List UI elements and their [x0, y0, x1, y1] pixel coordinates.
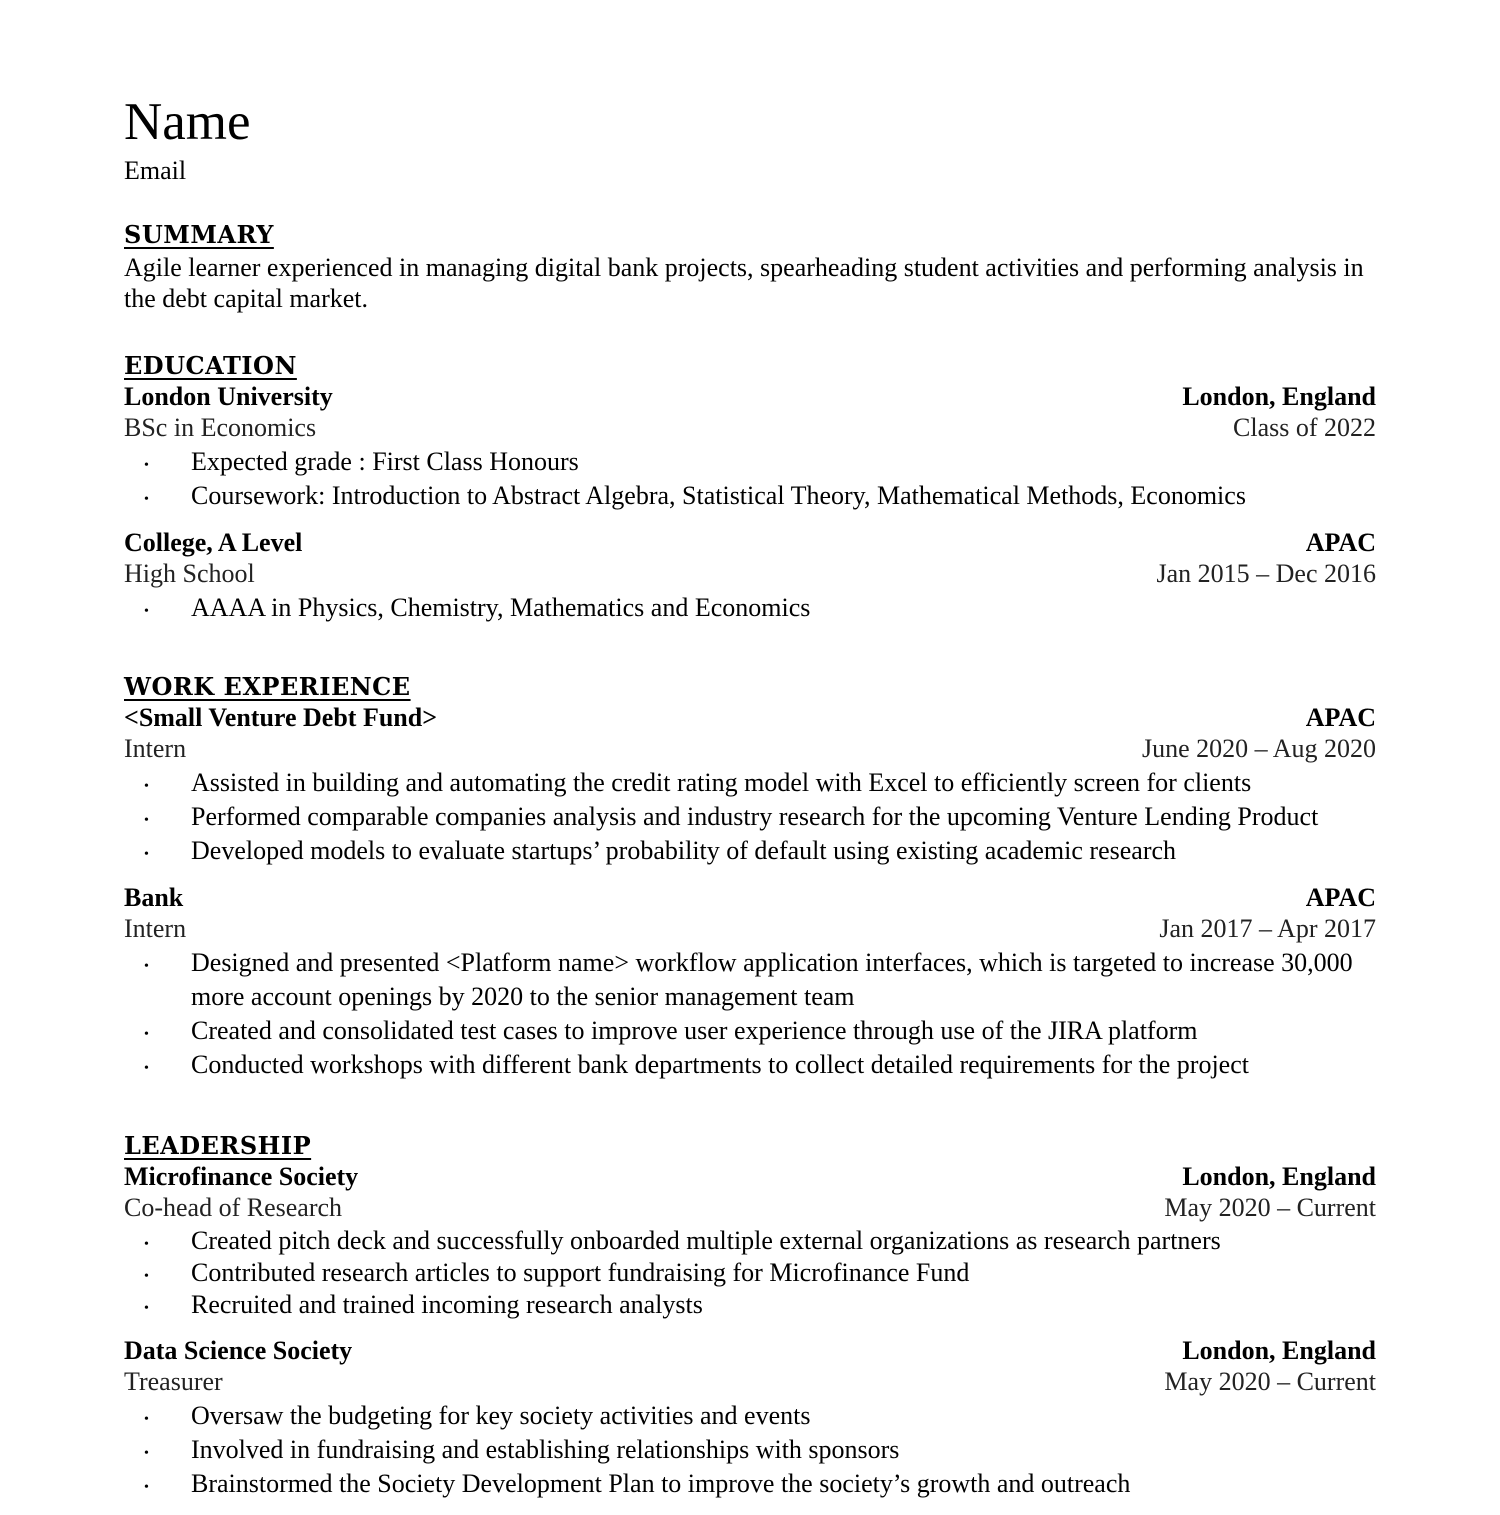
- summary-section: [124, 220, 1376, 314]
- entry-subheader: [124, 733, 1376, 764]
- entry-header: [124, 882, 1376, 913]
- bullet-item: • Assisted in building and automating the credit rating model with Excel to efficiently screen for clients: [124, 766, 1376, 800]
- education-entry: [124, 527, 1376, 625]
- entry-role: Intern: [124, 914, 187, 943]
- entry-location: APAC: [1305, 703, 1376, 732]
- entry-subheader: [124, 1366, 1376, 1397]
- bullet-item: • Recruited and trained incoming research analysts: [124, 1289, 1376, 1321]
- entry-header: [124, 1335, 1376, 1366]
- bullet-list: [124, 445, 1376, 513]
- bullet-item: • AAAA in Physics, Chemistry, Mathematics and Economics: [124, 591, 1376, 625]
- work-section: [124, 672, 1376, 1096]
- bullet-item: • Created and consolidated test cases to improve user experience through use of the JIRA platform: [124, 1014, 1376, 1048]
- bullet-item: • Contributed research articles to support fundraising for Microfinance Fund: [124, 1257, 1376, 1289]
- candidate-email: Email: [124, 156, 187, 185]
- entry-dates: Jan 2015 – Dec 2016: [1156, 559, 1376, 588]
- entry-location: APAC: [1305, 883, 1376, 912]
- entry-role: Treasurer: [124, 1367, 223, 1396]
- entry-location: London, England: [1182, 1162, 1376, 1191]
- work-entry: [124, 702, 1376, 868]
- bullet-item: • Involved in fundraising and establishing relationships with sponsors: [124, 1433, 1376, 1467]
- entry-subheader: [124, 412, 1376, 443]
- entry-subheader: [124, 913, 1376, 944]
- entry-header: [124, 702, 1376, 733]
- bullet-item: • Conducted workshops with different bank departments to collect detailed requirements for the project: [124, 1048, 1376, 1082]
- bullet-list: [124, 1399, 1376, 1501]
- leadership-heading: LEADERSHIP: [124, 1131, 312, 1160]
- leadership-entry: [124, 1335, 1376, 1501]
- entry-role: Intern: [124, 734, 187, 763]
- bullet-item: • Brainstormed the Society Development Plan to improve the society’s growth and outreach: [124, 1467, 1376, 1501]
- bullet-item: • Oversaw the budgeting for key society activities and events: [124, 1399, 1376, 1433]
- entry-header: [124, 381, 1376, 412]
- bullet-list: [124, 946, 1376, 1082]
- resume-page: [124, 0, 1376, 1500]
- bullet-item: • Coursework: Introduction to Abstract Algebra, Statistical Theory, Mathematical Methods, Economics: [124, 479, 1376, 513]
- bullet-list: [124, 1225, 1376, 1321]
- education-section: [124, 351, 1376, 639]
- bullet-item: • Performed comparable companies analysis and industry research for the upcoming Venture Lending Product: [124, 800, 1376, 834]
- entry-org: Bank: [124, 883, 184, 912]
- entry-header: [124, 527, 1376, 558]
- entry-org: London University: [124, 382, 333, 411]
- entry-dates: Class of 2022: [1233, 413, 1376, 442]
- bullet-list: [124, 766, 1376, 868]
- bullet-item: • Expected grade : First Class Honours: [124, 445, 1376, 479]
- entry-org: Data Science Society: [124, 1336, 353, 1365]
- bullet-item: • Designed and presented <Platform name> workflow application interfaces, which is targeted to increase 30,000 more account openings by 2020 to the senior management team: [124, 946, 1376, 1014]
- entry-dates: Jan 2017 – Apr 2017: [1159, 914, 1376, 943]
- entry-header: [124, 1161, 1376, 1192]
- entry-location: APAC: [1305, 528, 1376, 557]
- leadership-section: [124, 1131, 1376, 1515]
- bullet-item: • Created pitch deck and successfully onboarded multiple external organizations as research partners: [124, 1225, 1376, 1257]
- bullet-item: • Developed models to evaluate startups’ probability of default using existing academic research: [124, 834, 1376, 868]
- entry-location: London, England: [1182, 1336, 1376, 1365]
- entry-role: BSc in Economics: [124, 413, 317, 442]
- summary-heading: SUMMARY: [124, 220, 274, 249]
- leadership-entry: [124, 1161, 1376, 1321]
- entry-dates: May 2020 – Current: [1164, 1193, 1376, 1222]
- entry-org: <Small Venture Debt Fund>: [124, 703, 438, 732]
- entry-dates: May 2020 – Current: [1164, 1367, 1376, 1396]
- entry-role: Co-head of Research: [124, 1193, 343, 1222]
- bullet-list: [124, 591, 1376, 625]
- education-entry: [124, 381, 1376, 513]
- entry-role: High School: [124, 559, 255, 588]
- entry-dates: June 2020 – Aug 2020: [1142, 734, 1376, 763]
- summary-text: Agile learner experienced in managing digital bank projects, spearheading student activities and performing analysis in the debt capital market.: [124, 253, 1364, 313]
- entry-org: Microfinance Society: [124, 1162, 359, 1191]
- work-entry: [124, 882, 1376, 1082]
- entry-subheader: [124, 558, 1376, 589]
- education-heading: EDUCATION: [124, 351, 297, 380]
- work-heading: WORK EXPERIENCE: [124, 672, 411, 701]
- entry-org: College, A Level: [124, 528, 303, 557]
- entry-location: London, England: [1182, 382, 1376, 411]
- entry-subheader: [124, 1192, 1376, 1223]
- candidate-name: Name: [124, 93, 251, 151]
